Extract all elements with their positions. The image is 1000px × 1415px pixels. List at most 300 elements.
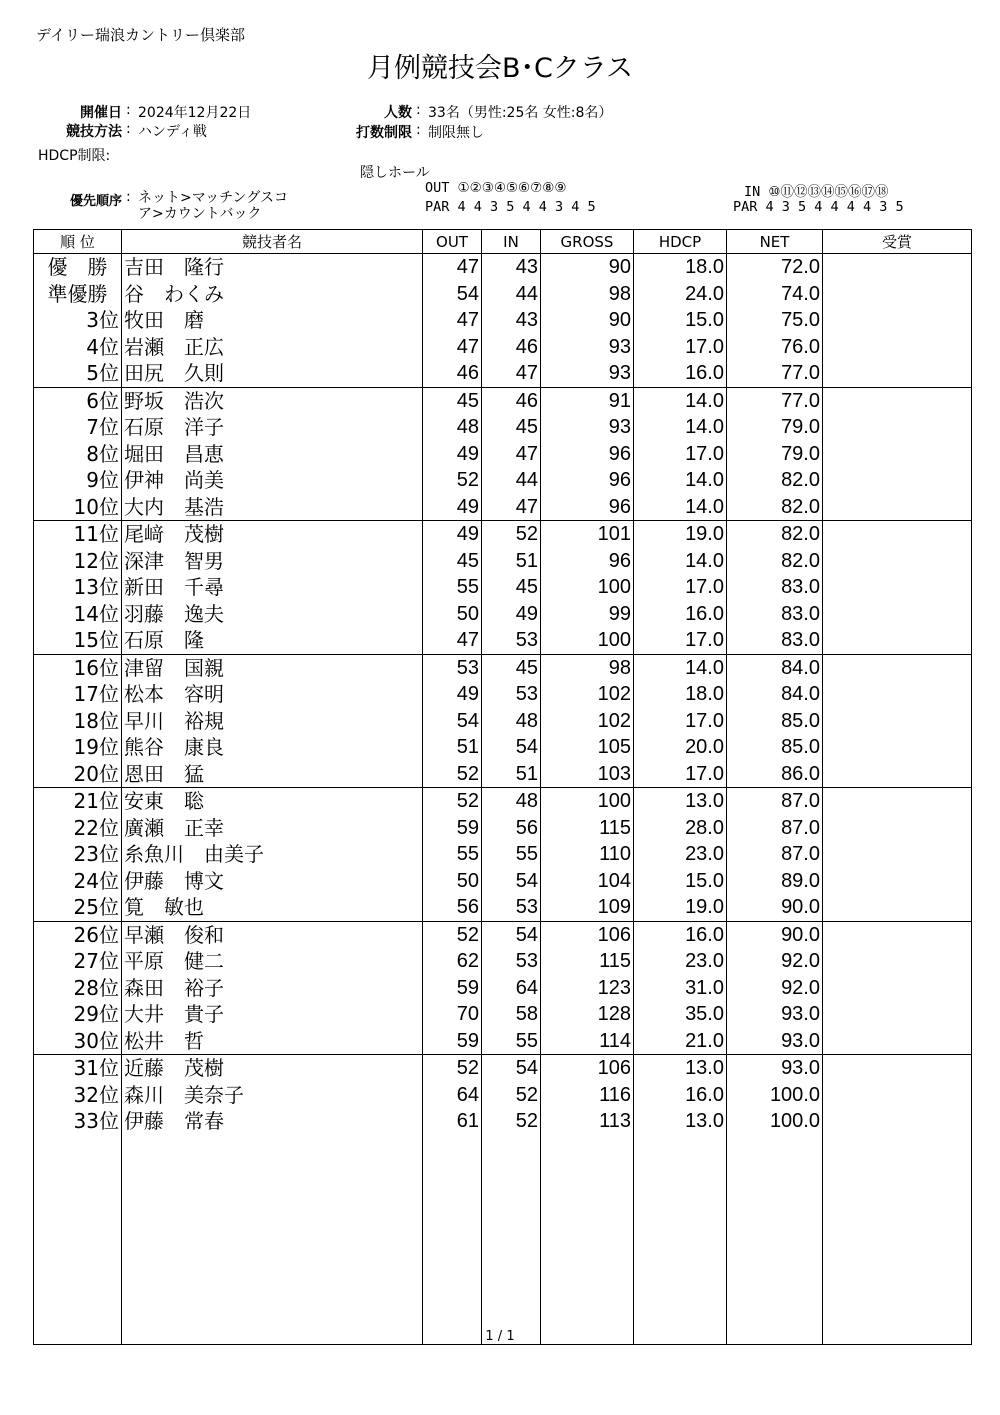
hdcp-limit-label: HDCP制限: [38,148,111,164]
table-row [34,788,972,815]
cell-award [823,708,972,735]
cell-award [823,868,972,895]
cell-name: 谷 わくみ [122,281,423,308]
date-value: 2024年12月22日 [138,105,252,121]
cell-net: 72.0 [727,254,823,281]
cell-net: 84.0 [727,681,823,708]
cell-name: 伊藤 博文 [122,868,423,895]
cell-in: 47 [482,441,541,468]
page-number: 1 / 1 [485,1329,515,1344]
cell-rank: 13位 [34,574,122,601]
cell-name: 近藤 茂樹 [122,1055,423,1082]
cell-gross: 115 [541,815,634,842]
cell-hdcp: 21.0 [634,1028,727,1055]
cell-gross: 90 [541,307,634,334]
empty-cell [823,1135,972,1345]
table-row [34,921,972,948]
cell-in: 47 [482,494,541,521]
cell-hdcp: 28.0 [634,815,727,842]
cell-name: 伊神 尚美 [122,467,423,494]
cell-rank: 20位 [34,761,122,788]
table-row [34,414,972,441]
empty-cell [634,1135,727,1345]
col-hdcp: HDCP [634,230,727,254]
cell-name: 早瀬 俊和 [122,921,423,948]
table-row [34,627,972,654]
cell-hdcp: 17.0 [634,574,727,601]
cell-hdcp: 17.0 [634,627,727,654]
out-par: PAR 4 4 3 5 4 4 3 4 5 [425,199,596,215]
cell-net: 86.0 [727,761,823,788]
cell-in: 64 [482,975,541,1002]
cell-name: 石原 隆 [122,627,423,654]
cell-hdcp: 31.0 [634,975,727,1002]
cell-award [823,467,972,494]
table-row [34,1055,972,1082]
empty-cell [541,1135,634,1345]
cell-gross: 110 [541,841,634,868]
priority-line2: ア>カウントバック [138,206,262,222]
cell-award [823,841,972,868]
cell-gross: 96 [541,441,634,468]
col-in: IN [482,230,541,254]
club-name: デイリー瑞浪カントリー倶楽部 [36,26,245,44]
cell-gross: 99 [541,601,634,628]
cell-rank: 25位 [34,894,122,921]
cell-rank: 10位 [34,494,122,521]
cell-out: 70 [423,1001,482,1028]
empty-cell [482,1135,541,1345]
cell-gross: 93 [541,414,634,441]
cell-out: 54 [423,708,482,735]
table-row [34,334,972,361]
cell-net: 89.0 [727,868,823,895]
cell-hdcp: 35.0 [634,1001,727,1028]
cell-gross: 106 [541,1055,634,1082]
cell-in: 55 [482,1028,541,1055]
cell-name: 牧田 磨 [122,307,423,334]
table-row [34,815,972,842]
cell-out: 49 [423,521,482,548]
cell-out: 56 [423,894,482,921]
colon: : [126,121,131,137]
cell-hdcp: 16.0 [634,360,727,387]
cell-net: 84.0 [727,654,823,681]
cell-gross: 98 [541,281,634,308]
limit-value: 制限無し [428,125,484,141]
cell-rank: 22位 [34,815,122,842]
cell-in: 56 [482,815,541,842]
cell-award [823,681,972,708]
cell-gross: 109 [541,894,634,921]
table-row [34,708,972,735]
in-holes: IN ⑩⑪⑫⑬⑭⑮⑯⑰⑱ [744,184,889,200]
cell-in: 52 [482,521,541,548]
cell-hdcp: 16.0 [634,921,727,948]
cell-gross: 93 [541,334,634,361]
cell-rank: 24位 [34,868,122,895]
cell-award [823,601,972,628]
count-label: 人数 [384,105,412,121]
cell-name: 野坂 浩次 [122,387,423,414]
cell-in: 51 [482,548,541,575]
cell-net: 90.0 [727,894,823,921]
cell-name: 糸魚川 由美子 [122,841,423,868]
cell-hdcp: 19.0 [634,894,727,921]
cell-hdcp: 14.0 [634,494,727,521]
out-holes: OUT ①②③④⑤⑥⑦⑧⑨ [425,180,567,196]
col-award: 受賞 [823,230,972,254]
cell-out: 49 [423,681,482,708]
cell-rank: 4位 [34,334,122,361]
cell-name: 大内 基浩 [122,494,423,521]
cell-hdcp: 13.0 [634,1108,727,1135]
cell-gross: 100 [541,788,634,815]
cell-gross: 90 [541,254,634,281]
cell-in: 45 [482,654,541,681]
cell-out: 64 [423,1082,482,1109]
table-row [34,254,972,281]
cell-award [823,548,972,575]
cell-net: 100.0 [727,1108,823,1135]
cell-rank: 28位 [34,975,122,1002]
in-par: PAR 4 3 5 4 4 4 4 3 5 [733,199,904,215]
cell-out: 55 [423,841,482,868]
cell-out: 47 [423,254,482,281]
cell-out: 52 [423,788,482,815]
cell-award [823,948,972,975]
cell-rank: 21位 [34,788,122,815]
cell-out: 45 [423,387,482,414]
table-row [34,1028,972,1055]
cell-hdcp: 18.0 [634,681,727,708]
cell-award [823,414,972,441]
cell-net: 87.0 [727,841,823,868]
cell-net: 82.0 [727,521,823,548]
cell-name: 田尻 久則 [122,360,423,387]
table-row [34,574,972,601]
cell-out: 59 [423,1028,482,1055]
cell-in: 55 [482,841,541,868]
table-row [34,548,972,575]
cell-net: 92.0 [727,975,823,1002]
cell-hdcp: 19.0 [634,521,727,548]
cell-out: 47 [423,334,482,361]
cell-hdcp: 24.0 [634,281,727,308]
cell-gross: 100 [541,627,634,654]
cell-rank: 31位 [34,1055,122,1082]
cell-out: 47 [423,307,482,334]
cell-name: 岩瀬 正広 [122,334,423,361]
cell-net: 74.0 [727,281,823,308]
cell-award [823,494,972,521]
cell-in: 53 [482,681,541,708]
cell-award [823,281,972,308]
cell-hdcp: 15.0 [634,868,727,895]
cell-rank: 19位 [34,734,122,761]
cell-gross: 100 [541,574,634,601]
cell-award [823,1108,972,1135]
cell-in: 53 [482,627,541,654]
cell-name: 早川 裕規 [122,708,423,735]
cell-out: 49 [423,494,482,521]
cell-hdcp: 18.0 [634,254,727,281]
cell-out: 51 [423,734,482,761]
cell-hdcp: 16.0 [634,601,727,628]
priority-label: 優先順序 [69,194,122,209]
empty-cell [423,1135,482,1345]
cell-hdcp: 20.0 [634,734,727,761]
cell-net: 93.0 [727,1028,823,1055]
cell-out: 52 [423,467,482,494]
cell-name: 新田 千尋 [122,574,423,601]
cell-hdcp: 14.0 [634,414,727,441]
table-row [34,868,972,895]
cell-hdcp: 17.0 [634,441,727,468]
cell-rank: 23位 [34,841,122,868]
cell-in: 48 [482,788,541,815]
priority-line1: ネット>マッチングスコ [138,190,289,206]
empty-cell [122,1135,423,1345]
cell-award [823,1055,972,1082]
colon: : [126,102,131,118]
colon: : [126,189,131,205]
cell-gross: 96 [541,494,634,521]
cell-in: 52 [482,1082,541,1109]
cell-in: 46 [482,334,541,361]
cell-out: 50 [423,868,482,895]
cell-net: 93.0 [727,1055,823,1082]
cell-rank: 14位 [34,601,122,628]
cell-gross: 103 [541,761,634,788]
cell-name: 深津 智男 [122,548,423,575]
cell-rank: 準優勝 [34,281,122,308]
cell-hdcp: 14.0 [634,654,727,681]
cell-award [823,441,972,468]
cell-net: 75.0 [727,307,823,334]
cell-award [823,1028,972,1055]
colon: : [416,122,421,138]
cell-award [823,521,972,548]
col-net: NET [727,230,823,254]
cell-hdcp: 14.0 [634,387,727,414]
cell-net: 83.0 [727,627,823,654]
cell-gross: 115 [541,948,634,975]
table-row [34,841,972,868]
cell-net: 79.0 [727,414,823,441]
cell-name: 松井 哲 [122,1028,423,1055]
table-row [34,1001,972,1028]
cell-out: 54 [423,281,482,308]
table-filler-row [34,1135,972,1345]
cell-rank: 17位 [34,681,122,708]
cell-net: 82.0 [727,494,823,521]
cell-in: 43 [482,307,541,334]
cell-name: 堀田 昌恵 [122,441,423,468]
cell-gross: 102 [541,681,634,708]
cell-rank: 30位 [34,1028,122,1055]
cell-in: 54 [482,734,541,761]
cell-hdcp: 23.0 [634,948,727,975]
cell-out: 46 [423,360,482,387]
table-row [34,494,972,521]
cell-rank: 15位 [34,627,122,654]
table-row [34,281,972,308]
cell-net: 82.0 [727,467,823,494]
cell-in: 51 [482,761,541,788]
method-value: ハンディ戦 [138,124,207,140]
cell-in: 48 [482,708,541,735]
table-row [34,761,972,788]
cell-name: 尾﨑 茂樹 [122,521,423,548]
cell-hdcp: 15.0 [634,307,727,334]
cell-award [823,975,972,1002]
cell-net: 82.0 [727,548,823,575]
cell-rank: 5位 [34,360,122,387]
cell-award [823,1082,972,1109]
cell-out: 50 [423,601,482,628]
cell-net: 87.0 [727,788,823,815]
empty-cell [727,1135,823,1345]
cell-net: 83.0 [727,574,823,601]
cell-out: 55 [423,574,482,601]
cell-rank: 8位 [34,441,122,468]
cell-hdcp: 17.0 [634,708,727,735]
cell-award [823,387,972,414]
col-rank: 順 位 [34,230,122,254]
cell-out: 52 [423,761,482,788]
cell-gross: 91 [541,387,634,414]
cell-net: 93.0 [727,1001,823,1028]
cell-out: 52 [423,921,482,948]
cell-hdcp: 17.0 [634,334,727,361]
table-row [34,360,972,387]
table-row [34,307,972,334]
cell-net: 83.0 [727,601,823,628]
cell-in: 45 [482,574,541,601]
cell-rank: 26位 [34,921,122,948]
results-table [33,229,972,1345]
table-row [34,681,972,708]
cell-gross: 128 [541,1001,634,1028]
cell-award [823,574,972,601]
table-row [34,1082,972,1109]
table-row [34,654,972,681]
table-row [34,948,972,975]
cell-out: 53 [423,654,482,681]
cell-in: 54 [482,1055,541,1082]
cell-rank: 優 勝 [34,254,122,281]
cell-out: 52 [423,1055,482,1082]
cell-gross: 93 [541,360,634,387]
cell-out: 59 [423,815,482,842]
table-row [34,1108,972,1135]
table-row [34,734,972,761]
cell-gross: 113 [541,1108,634,1135]
table-row [34,441,972,468]
cell-out: 45 [423,548,482,575]
cell-in: 53 [482,894,541,921]
cell-name: 森田 裕子 [122,975,423,1002]
cell-name: 大井 貴子 [122,1001,423,1028]
cell-gross: 101 [541,521,634,548]
cell-in: 52 [482,1108,541,1135]
col-gross: GROSS [541,230,634,254]
cell-award [823,761,972,788]
cell-net: 87.0 [727,815,823,842]
cell-in: 45 [482,414,541,441]
cell-name: 平原 健二 [122,948,423,975]
cell-name: 廣瀬 正幸 [122,815,423,842]
cell-name: 筧 敏也 [122,894,423,921]
cell-name: 熊谷 康良 [122,734,423,761]
cell-award [823,921,972,948]
cell-out: 48 [423,414,482,441]
cell-in: 44 [482,467,541,494]
cell-rank: 16位 [34,654,122,681]
cell-gross: 123 [541,975,634,1002]
cell-rank: 6位 [34,387,122,414]
cell-rank: 7位 [34,414,122,441]
cell-net: 92.0 [727,948,823,975]
cell-name: 伊藤 常春 [122,1108,423,1135]
table-row [34,975,972,1002]
cell-hdcp: 23.0 [634,841,727,868]
count-value: 33名（男性:25名 女性:8名） [428,105,613,121]
method-label: 競技方法 [66,124,122,140]
table-row [34,467,972,494]
cell-name: 津留 国親 [122,654,423,681]
cell-rank: 3位 [34,307,122,334]
page-title: 月例競技会B･Cクラス [366,53,634,84]
cell-net: 79.0 [727,441,823,468]
colon: : [416,102,421,118]
cell-hdcp: 16.0 [634,1082,727,1109]
cell-rank: 9位 [34,467,122,494]
cell-award [823,894,972,921]
date-label: 開催日 [80,105,122,121]
table-row [34,521,972,548]
cell-rank: 12位 [34,548,122,575]
col-name: 競技者名 [122,230,423,254]
cell-award [823,734,972,761]
cell-in: 46 [482,387,541,414]
cell-in: 58 [482,1001,541,1028]
cell-award [823,627,972,654]
col-out: OUT [423,230,482,254]
cell-in: 54 [482,868,541,895]
table-row [34,601,972,628]
cell-out: 61 [423,1108,482,1135]
cell-net: 85.0 [727,734,823,761]
cell-award [823,654,972,681]
cell-net: 76.0 [727,334,823,361]
cell-award [823,334,972,361]
cell-gross: 98 [541,654,634,681]
cell-rank: 32位 [34,1082,122,1109]
cell-name: 恩田 猛 [122,761,423,788]
cell-gross: 105 [541,734,634,761]
cell-net: 77.0 [727,360,823,387]
cell-net: 100.0 [727,1082,823,1109]
cell-name: 松本 容明 [122,681,423,708]
cell-hdcp: 14.0 [634,467,727,494]
cell-award [823,360,972,387]
cell-name: 羽藤 逸夫 [122,601,423,628]
cell-name: 石原 洋子 [122,414,423,441]
cell-award [823,815,972,842]
cell-gross: 106 [541,921,634,948]
